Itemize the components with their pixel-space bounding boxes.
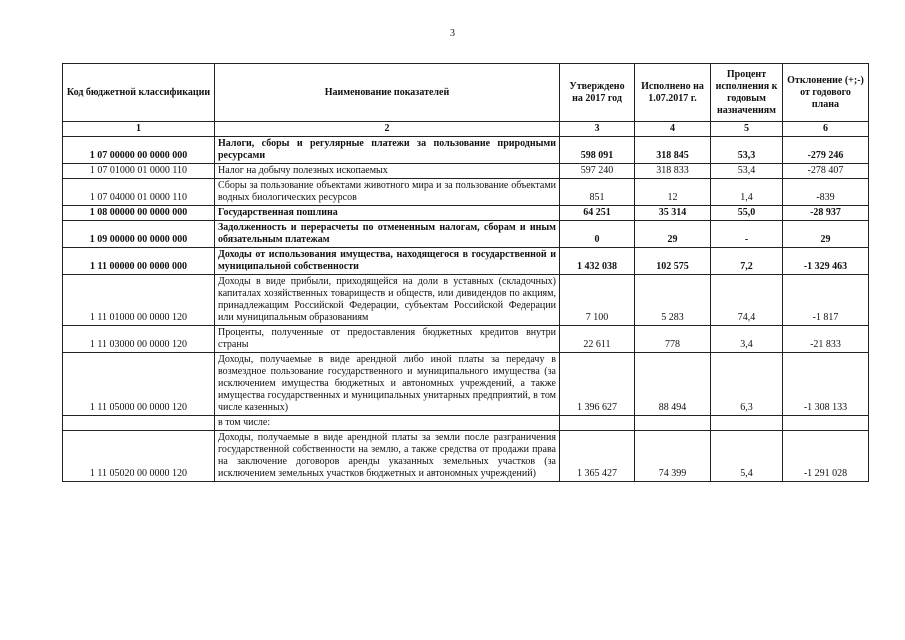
cell-deviation: -839 <box>783 179 869 206</box>
column-number: 2 <box>215 122 560 137</box>
cell-executed: 29 <box>635 221 711 248</box>
cell-percent: 5,4 <box>711 431 783 482</box>
cell-executed: 318 845 <box>635 137 711 164</box>
cell-percent: - <box>711 221 783 248</box>
cell-executed <box>635 416 711 431</box>
cell-name: Государственная пошлина <box>215 206 560 221</box>
cell-name: Налоги, сборы и регулярные платежи за пользование природными ресурсами <box>215 137 560 164</box>
cell-deviation: -28 937 <box>783 206 869 221</box>
cell-percent: 53,3 <box>711 137 783 164</box>
cell-approved: 1 396 627 <box>560 353 635 416</box>
cell-code: 1 07 00000 00 0000 000 <box>63 137 215 164</box>
budget-execution-table <box>62 63 869 482</box>
header-code: Код бюджетной классификации <box>63 64 215 122</box>
table-row <box>63 431 869 482</box>
column-number: 6 <box>783 122 869 137</box>
cell-approved: 598 091 <box>560 137 635 164</box>
cell-percent: 53,4 <box>711 164 783 179</box>
cell-percent: 3,4 <box>711 326 783 353</box>
cell-approved: 597 240 <box>560 164 635 179</box>
cell-approved: 1 365 427 <box>560 431 635 482</box>
cell-name: Проценты, полученные от предоставления бюджетных кредитов внутри страны <box>215 326 560 353</box>
cell-approved: 0 <box>560 221 635 248</box>
column-number-row <box>63 122 869 137</box>
cell-executed: 74 399 <box>635 431 711 482</box>
cell-executed: 102 575 <box>635 248 711 275</box>
table-row <box>63 137 869 164</box>
cell-code <box>63 416 215 431</box>
cell-name: Доходы, получаемые в виде арендной платы за земли после разграничения государственной собственности на землю, а также средства от продажи права на заключение договоров аренды указанных земельных участков (за исключением земельных участков бюджетных и автономных учреждений) <box>215 431 560 482</box>
cell-executed: 35 314 <box>635 206 711 221</box>
cell-executed: 778 <box>635 326 711 353</box>
cell-deviation: -1 308 133 <box>783 353 869 416</box>
table-row <box>63 164 869 179</box>
column-number: 3 <box>560 122 635 137</box>
cell-approved: 1 432 038 <box>560 248 635 275</box>
cell-deviation: -279 246 <box>783 137 869 164</box>
cell-name: Доходы в виде прибыли, приходящейся на доли в уставных (складочных) капиталах хозяйственных товариществ и обществ, или дивидендов по акциям, принадлежащим Российской Федерации, субъектам Российской Федерации или муниципальным образованиям <box>215 275 560 326</box>
table-row <box>63 221 869 248</box>
cell-percent: 55,0 <box>711 206 783 221</box>
cell-percent: 7,2 <box>711 248 783 275</box>
cell-executed: 88 494 <box>635 353 711 416</box>
header-name: Наименование показателей <box>215 64 560 122</box>
table-row <box>63 248 869 275</box>
page-number: 3 <box>450 28 455 39</box>
cell-code: 1 07 01000 01 0000 110 <box>63 164 215 179</box>
cell-deviation: -278 407 <box>783 164 869 179</box>
cell-code: 1 08 00000 00 0000 000 <box>63 206 215 221</box>
cell-name: в том числе: <box>215 416 560 431</box>
cell-deviation <box>783 416 869 431</box>
table-row <box>63 275 869 326</box>
cell-deviation: -1 817 <box>783 275 869 326</box>
header-approved: Утверждено на 2017 год <box>560 64 635 122</box>
column-number: 4 <box>635 122 711 137</box>
cell-approved <box>560 416 635 431</box>
header-executed: Исполнено на 1.07.2017 г. <box>635 64 711 122</box>
cell-percent: 1,4 <box>711 179 783 206</box>
column-number: 1 <box>63 122 215 137</box>
table-row <box>63 179 869 206</box>
cell-executed: 12 <box>635 179 711 206</box>
cell-percent: 74,4 <box>711 275 783 326</box>
cell-name: Налог на добычу полезных ископаемых <box>215 164 560 179</box>
cell-approved: 64 251 <box>560 206 635 221</box>
cell-deviation: -1 291 028 <box>783 431 869 482</box>
cell-name: Задолженность и перерасчеты по отмененным налогам, сборам и иным обязательным платежам <box>215 221 560 248</box>
cell-deviation: -1 329 463 <box>783 248 869 275</box>
cell-code: 1 11 03000 00 0000 120 <box>63 326 215 353</box>
cell-code: 1 11 01000 00 0000 120 <box>63 275 215 326</box>
cell-code: 1 11 05020 00 0000 120 <box>63 431 215 482</box>
cell-name: Доходы, получаемые в виде арендной либо иной платы за передачу в возмездное пользование государственного и муниципального имущества (за исключением имущества бюджетных и автономных учреждений, а также имущества государственных и муниципальных унитарных предприятий, в том числе казенных) <box>215 353 560 416</box>
cell-code: 1 09 00000 00 0000 000 <box>63 221 215 248</box>
cell-percent <box>711 416 783 431</box>
table-row <box>63 326 869 353</box>
header-percent: Процент исполнения к годовым назначениям <box>711 64 783 122</box>
cell-deviation: 29 <box>783 221 869 248</box>
table-row <box>63 206 869 221</box>
cell-code: 1 07 04000 01 0000 110 <box>63 179 215 206</box>
cell-code: 1 11 05000 00 0000 120 <box>63 353 215 416</box>
cell-percent: 6,3 <box>711 353 783 416</box>
cell-deviation: -21 833 <box>783 326 869 353</box>
header-deviation: Отклонение (+;-) от годового плана <box>783 64 869 122</box>
cell-executed: 5 283 <box>635 275 711 326</box>
table-row <box>63 416 869 431</box>
cell-code: 1 11 00000 00 0000 000 <box>63 248 215 275</box>
table-row <box>63 353 869 416</box>
column-number: 5 <box>711 122 783 137</box>
cell-approved: 851 <box>560 179 635 206</box>
cell-approved: 7 100 <box>560 275 635 326</box>
cell-approved: 22 611 <box>560 326 635 353</box>
cell-name: Доходы от использования имущества, находящегося в государственной и муниципальной собственности <box>215 248 560 275</box>
cell-executed: 318 833 <box>635 164 711 179</box>
cell-name: Сборы за пользование объектами животного мира и за пользование объектами водных биологических ресурсов <box>215 179 560 206</box>
